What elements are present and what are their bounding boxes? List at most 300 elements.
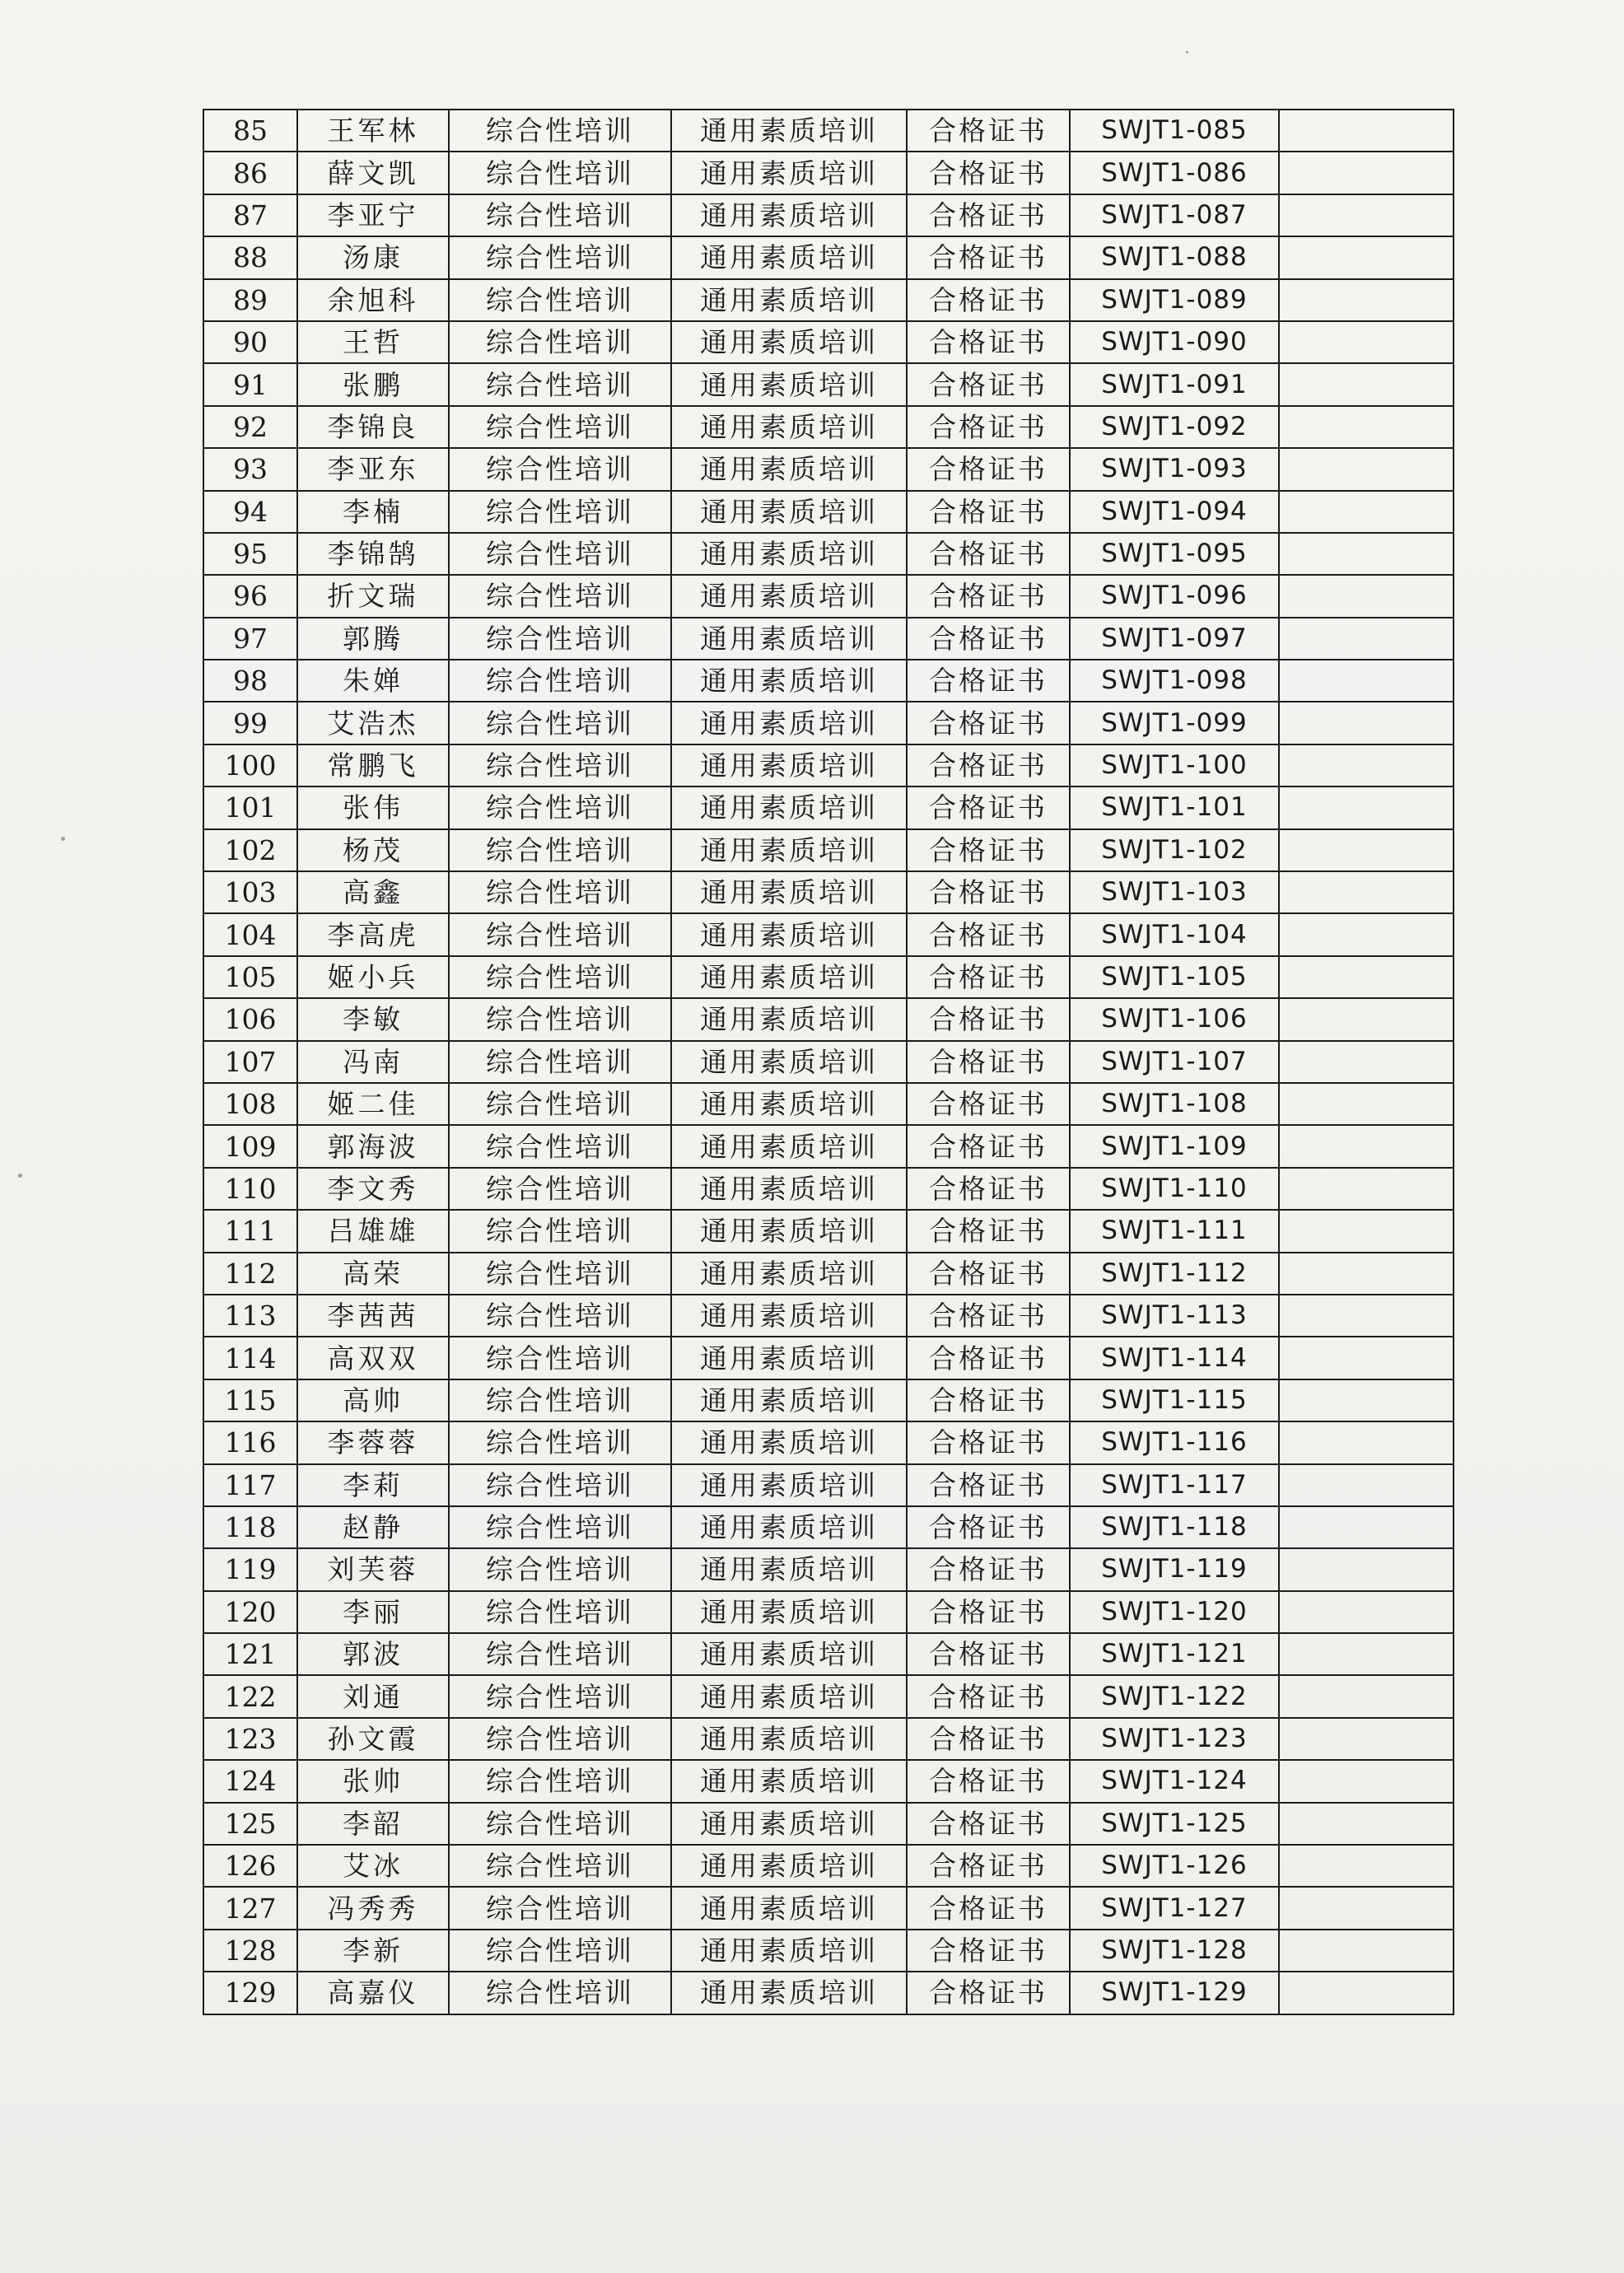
document-type: 合格证书 (907, 1506, 1070, 1548)
remark-cell (1279, 1591, 1454, 1633)
row-number: 128 (203, 1930, 297, 1972)
trainee-name: 汤康 (297, 236, 449, 278)
trainee-name: 余旭科 (297, 279, 449, 321)
training-category: 综合性培训 (449, 660, 671, 702)
certificate-number: SWJT1-124 (1070, 1760, 1279, 1802)
certificate-number: SWJT1-114 (1070, 1337, 1279, 1379)
table-row (203, 1210, 1454, 1252)
certificate-number: SWJT1-085 (1070, 110, 1279, 152)
row-number: 117 (203, 1464, 297, 1506)
training-type: 通用素质培训 (671, 363, 907, 405)
document-type: 合格证书 (907, 786, 1070, 828)
training-type: 通用素质培训 (671, 1887, 907, 1929)
certificate-number: SWJT1-126 (1070, 1845, 1279, 1887)
row-number: 85 (203, 110, 297, 152)
row-number: 109 (203, 1125, 297, 1167)
trainee-name: 李文秀 (297, 1168, 449, 1210)
row-number: 107 (203, 1041, 297, 1083)
document-type: 合格证书 (907, 1083, 1070, 1125)
training-type: 通用素质培训 (671, 1972, 907, 2014)
document-type: 合格证书 (907, 279, 1070, 321)
table-row (203, 786, 1454, 828)
training-category: 综合性培训 (449, 829, 671, 871)
table-row (203, 194, 1454, 236)
training-category: 综合性培训 (449, 236, 671, 278)
table-row (203, 1506, 1454, 1548)
training-type: 通用素质培训 (671, 279, 907, 321)
remark-cell (1279, 1803, 1454, 1845)
trainee-name: 李莉 (297, 1464, 449, 1506)
training-type: 通用素质培训 (671, 1506, 907, 1548)
training-category: 综合性培训 (449, 1718, 671, 1760)
trainee-name: 姬二佳 (297, 1083, 449, 1125)
training-category: 综合性培训 (449, 618, 671, 660)
training-category: 综合性培训 (449, 1591, 671, 1633)
remark-cell (1279, 321, 1454, 363)
remark-cell (1279, 1633, 1454, 1675)
trainee-name: 张鹏 (297, 363, 449, 405)
row-number: 104 (203, 913, 297, 955)
remark-cell (1279, 279, 1454, 321)
table-row (203, 1083, 1454, 1125)
training-type: 通用素质培训 (671, 1675, 907, 1717)
certificate-number: SWJT1-094 (1070, 491, 1279, 533)
trainee-name: 冯南 (297, 1041, 449, 1083)
trainee-name: 李新 (297, 1930, 449, 1972)
trainee-name: 艾浩杰 (297, 702, 449, 744)
trainee-name: 刘通 (297, 1675, 449, 1717)
remark-cell (1279, 1548, 1454, 1590)
training-category: 综合性培训 (449, 1548, 671, 1590)
certificate-number: SWJT1-120 (1070, 1591, 1279, 1633)
remark-cell (1279, 1760, 1454, 1802)
training-type: 通用素质培训 (671, 744, 907, 786)
row-number: 115 (203, 1379, 297, 1421)
training-category: 综合性培训 (449, 1887, 671, 1929)
trainee-name: 李茜茜 (297, 1295, 449, 1337)
trainee-name: 高鑫 (297, 871, 449, 913)
remark-cell (1279, 1295, 1454, 1337)
table-row (203, 1760, 1454, 1802)
training-type: 通用素质培训 (671, 1379, 907, 1421)
remark-cell (1279, 913, 1454, 955)
training-category: 综合性培训 (449, 575, 671, 617)
certificate-number: SWJT1-118 (1070, 1506, 1279, 1548)
training-category: 综合性培训 (449, 1506, 671, 1548)
table-row (203, 1548, 1454, 1590)
training-category: 综合性培训 (449, 279, 671, 321)
training-type: 通用素质培训 (671, 786, 907, 828)
document-type: 合格证书 (907, 1210, 1070, 1252)
row-number: 111 (203, 1210, 297, 1252)
table-row (203, 321, 1454, 363)
certificate-number: SWJT1-086 (1070, 152, 1279, 194)
table-row (203, 491, 1454, 533)
trainee-name: 艾冰 (297, 1845, 449, 1887)
trainee-name: 朱婵 (297, 660, 449, 702)
table-row (203, 744, 1454, 786)
training-type: 通用素质培训 (671, 1210, 907, 1252)
row-number: 95 (203, 533, 297, 575)
certificate-number: SWJT1-107 (1070, 1041, 1279, 1083)
row-number: 90 (203, 321, 297, 363)
document-type: 合格证书 (907, 1421, 1070, 1463)
training-type: 通用素质培训 (671, 1633, 907, 1675)
trainee-name: 吕雄雄 (297, 1210, 449, 1252)
remark-cell (1279, 1421, 1454, 1463)
table-row (203, 871, 1454, 913)
certificate-number: SWJT1-109 (1070, 1125, 1279, 1167)
training-type: 通用素质培训 (671, 1421, 907, 1463)
certificate-number: SWJT1-092 (1070, 406, 1279, 448)
training-category: 综合性培训 (449, 110, 671, 152)
row-number: 119 (203, 1548, 297, 1590)
document-type: 合格证书 (907, 998, 1070, 1040)
training-type: 通用素质培训 (671, 1930, 907, 1972)
certificate-number: SWJT1-127 (1070, 1887, 1279, 1929)
trainee-name: 李锦良 (297, 406, 449, 448)
trainee-name: 郭腾 (297, 618, 449, 660)
remark-cell (1279, 1718, 1454, 1760)
remark-cell (1279, 1675, 1454, 1717)
row-number: 93 (203, 448, 297, 490)
training-type: 通用素质培训 (671, 575, 907, 617)
row-number: 86 (203, 152, 297, 194)
trainee-name: 李锦鹄 (297, 533, 449, 575)
row-number: 96 (203, 575, 297, 617)
training-type: 通用素质培训 (671, 1718, 907, 1760)
training-type: 通用素质培训 (671, 829, 907, 871)
remark-cell (1279, 1464, 1454, 1506)
training-type: 通用素质培训 (671, 236, 907, 278)
document-type: 合格证书 (907, 448, 1070, 490)
row-number: 100 (203, 744, 297, 786)
trainee-name: 郭波 (297, 1633, 449, 1675)
table-row (203, 1253, 1454, 1295)
certificate-number: SWJT1-121 (1070, 1633, 1279, 1675)
row-number: 92 (203, 406, 297, 448)
table-row (203, 1845, 1454, 1887)
document-type: 合格证书 (907, 1125, 1070, 1167)
row-number: 126 (203, 1845, 297, 1887)
trainee-name: 孙文霞 (297, 1718, 449, 1760)
remark-cell (1279, 1210, 1454, 1252)
remark-cell (1279, 363, 1454, 405)
certificate-number: SWJT1-112 (1070, 1253, 1279, 1295)
certificate-number: SWJT1-103 (1070, 871, 1279, 913)
row-number: 122 (203, 1675, 297, 1717)
row-number: 112 (203, 1253, 297, 1295)
trainee-name: 李蓉蓉 (297, 1421, 449, 1463)
remark-cell (1279, 829, 1454, 871)
document-type: 合格证书 (907, 1845, 1070, 1887)
training-category: 综合性培训 (449, 1675, 671, 1717)
table-row (203, 363, 1454, 405)
table-row (203, 1337, 1454, 1379)
remark-cell (1279, 1083, 1454, 1125)
remark-cell (1279, 1337, 1454, 1379)
certificate-number: SWJT1-091 (1070, 363, 1279, 405)
document-type: 合格证书 (907, 363, 1070, 405)
training-type: 通用素质培训 (671, 152, 907, 194)
document-type: 合格证书 (907, 1760, 1070, 1802)
document-type: 合格证书 (907, 1591, 1070, 1633)
remark-cell (1279, 448, 1454, 490)
document-type: 合格证书 (907, 1675, 1070, 1717)
document-type: 合格证书 (907, 406, 1070, 448)
document-type: 合格证书 (907, 1633, 1070, 1675)
table-row (203, 1379, 1454, 1421)
remark-cell (1279, 575, 1454, 617)
table-row (203, 618, 1454, 660)
row-number: 120 (203, 1591, 297, 1633)
table-row (203, 152, 1454, 194)
trainee-name: 李高虎 (297, 913, 449, 955)
document-type: 合格证书 (907, 1803, 1070, 1845)
row-number: 106 (203, 998, 297, 1040)
table-row (203, 575, 1454, 617)
training-type: 通用素质培训 (671, 618, 907, 660)
training-type: 通用素质培训 (671, 998, 907, 1040)
certificate-number: SWJT1-105 (1070, 956, 1279, 998)
row-number: 99 (203, 702, 297, 744)
training-category: 综合性培训 (449, 1972, 671, 2014)
row-number: 89 (203, 279, 297, 321)
training-type: 通用素质培训 (671, 660, 907, 702)
remark-cell (1279, 702, 1454, 744)
document-type: 合格证书 (907, 1337, 1070, 1379)
certificate-number: SWJT1-104 (1070, 913, 1279, 955)
trainee-name: 折文瑞 (297, 575, 449, 617)
training-type: 通用素质培训 (671, 913, 907, 955)
document-type: 合格证书 (907, 871, 1070, 913)
training-category: 综合性培训 (449, 1253, 671, 1295)
table-row (203, 533, 1454, 575)
trainee-name: 郭海波 (297, 1125, 449, 1167)
trainee-name: 王哲 (297, 321, 449, 363)
remark-cell (1279, 998, 1454, 1040)
certificate-number: SWJT1-101 (1070, 786, 1279, 828)
table-row (203, 702, 1454, 744)
document-type: 合格证书 (907, 1295, 1070, 1337)
table-row (203, 1887, 1454, 1929)
trainee-name: 杨茂 (297, 829, 449, 871)
training-category: 综合性培训 (449, 1337, 671, 1379)
certificate-number: SWJT1-117 (1070, 1464, 1279, 1506)
training-type: 通用素质培训 (671, 194, 907, 236)
table-row (203, 998, 1454, 1040)
training-category: 综合性培训 (449, 1041, 671, 1083)
trainee-name: 李丽 (297, 1591, 449, 1633)
training-category: 综合性培训 (449, 956, 671, 998)
table-row (203, 279, 1454, 321)
remark-cell (1279, 871, 1454, 913)
training-certificate-table (203, 109, 1454, 2015)
row-number: 110 (203, 1168, 297, 1210)
row-number: 94 (203, 491, 297, 533)
training-category: 综合性培训 (449, 152, 671, 194)
training-category: 综合性培训 (449, 913, 671, 955)
remark-cell (1279, 152, 1454, 194)
table-row (203, 1930, 1454, 1972)
trainee-name: 高荣 (297, 1253, 449, 1295)
training-type: 通用素质培训 (671, 1253, 907, 1295)
row-number: 116 (203, 1421, 297, 1463)
training-category: 综合性培训 (449, 1803, 671, 1845)
training-category: 综合性培训 (449, 406, 671, 448)
remark-cell (1279, 1253, 1454, 1295)
table-row (203, 1972, 1454, 2014)
row-number: 101 (203, 786, 297, 828)
trainee-name: 姬小兵 (297, 956, 449, 998)
trainee-name: 李敏 (297, 998, 449, 1040)
table-row (203, 406, 1454, 448)
certificate-number: SWJT1-098 (1070, 660, 1279, 702)
row-number: 124 (203, 1760, 297, 1802)
trainee-name: 李亚东 (297, 448, 449, 490)
trainee-name: 常鹏飞 (297, 744, 449, 786)
table-row (203, 236, 1454, 278)
row-number: 127 (203, 1887, 297, 1929)
training-category: 综合性培训 (449, 1168, 671, 1210)
document-type: 合格证书 (907, 702, 1070, 744)
training-category: 综合性培训 (449, 363, 671, 405)
row-number: 102 (203, 829, 297, 871)
training-type: 通用素质培训 (671, 1548, 907, 1590)
training-category: 综合性培训 (449, 1295, 671, 1337)
certificate-number: SWJT1-106 (1070, 998, 1279, 1040)
table-row (203, 448, 1454, 490)
certificate-number: SWJT1-090 (1070, 321, 1279, 363)
training-category: 综合性培训 (449, 194, 671, 236)
remark-cell (1279, 1845, 1454, 1887)
document-type: 合格证书 (907, 744, 1070, 786)
document-type: 合格证书 (907, 1548, 1070, 1590)
training-category: 综合性培训 (449, 533, 671, 575)
training-category: 综合性培训 (449, 1845, 671, 1887)
document-type: 合格证书 (907, 110, 1070, 152)
table-row (203, 1125, 1454, 1167)
row-number: 97 (203, 618, 297, 660)
row-number: 121 (203, 1633, 297, 1675)
document-type: 合格证书 (907, 1379, 1070, 1421)
training-category: 综合性培训 (449, 1210, 671, 1252)
training-type: 通用素质培训 (671, 533, 907, 575)
training-type: 通用素质培训 (671, 406, 907, 448)
row-number: 118 (203, 1506, 297, 1548)
training-category: 综合性培训 (449, 1464, 671, 1506)
certificate-number: SWJT1-122 (1070, 1675, 1279, 1717)
document-type: 合格证书 (907, 913, 1070, 955)
certificate-number: SWJT1-110 (1070, 1168, 1279, 1210)
document-type: 合格证书 (907, 194, 1070, 236)
row-number: 105 (203, 956, 297, 998)
training-type: 通用素质培训 (671, 321, 907, 363)
document-type: 合格证书 (907, 1887, 1070, 1929)
training-type: 通用素质培训 (671, 1337, 907, 1379)
trainee-name: 李韶 (297, 1803, 449, 1845)
row-number: 87 (203, 194, 297, 236)
document-type: 合格证书 (907, 236, 1070, 278)
training-category: 综合性培训 (449, 871, 671, 913)
row-number: 129 (203, 1972, 297, 2014)
certificate-number: SWJT1-096 (1070, 575, 1279, 617)
training-type: 通用素质培训 (671, 871, 907, 913)
training-category: 综合性培训 (449, 702, 671, 744)
document-type: 合格证书 (907, 1041, 1070, 1083)
trainee-name: 薛文凯 (297, 152, 449, 194)
row-number: 103 (203, 871, 297, 913)
remark-cell (1279, 1379, 1454, 1421)
trainee-name: 冯秀秀 (297, 1887, 449, 1929)
certificate-number: SWJT1-093 (1070, 448, 1279, 490)
certificate-number: SWJT1-108 (1070, 1083, 1279, 1125)
trainee-name: 王军林 (297, 110, 449, 152)
scan-speck (18, 1174, 22, 1178)
training-category: 综合性培训 (449, 321, 671, 363)
table-row (203, 110, 1454, 152)
document-type: 合格证书 (907, 1718, 1070, 1760)
document-type: 合格证书 (907, 660, 1070, 702)
remark-cell (1279, 1506, 1454, 1548)
certificate-number: SWJT1-123 (1070, 1718, 1279, 1760)
training-category: 综合性培训 (449, 1633, 671, 1675)
table-row (203, 1803, 1454, 1845)
table-row (203, 1168, 1454, 1210)
document-type: 合格证书 (907, 829, 1070, 871)
table-row (203, 829, 1454, 871)
remark-cell (1279, 1041, 1454, 1083)
table-row (203, 1421, 1454, 1463)
certificate-number: SWJT1-089 (1070, 279, 1279, 321)
certificate-number: SWJT1-087 (1070, 194, 1279, 236)
training-type: 通用素质培训 (671, 110, 907, 152)
row-number: 113 (203, 1295, 297, 1337)
trainee-name: 张伟 (297, 786, 449, 828)
remark-cell (1279, 1972, 1454, 2014)
document-type: 合格证书 (907, 1930, 1070, 1972)
remark-cell (1279, 533, 1454, 575)
trainee-name: 高帅 (297, 1379, 449, 1421)
document-type: 合格证书 (907, 1972, 1070, 2014)
table-row (203, 1718, 1454, 1760)
training-type: 通用素质培训 (671, 1845, 907, 1887)
remark-cell (1279, 406, 1454, 448)
training-type: 通用素质培训 (671, 1591, 907, 1633)
remark-cell (1279, 660, 1454, 702)
document-type: 合格证书 (907, 533, 1070, 575)
document-type: 合格证书 (907, 491, 1070, 533)
certificate-number: SWJT1-111 (1070, 1210, 1279, 1252)
table-row (203, 913, 1454, 955)
remark-cell (1279, 194, 1454, 236)
remark-cell (1279, 786, 1454, 828)
document-type: 合格证书 (907, 1253, 1070, 1295)
training-category: 综合性培训 (449, 1125, 671, 1167)
training-type: 通用素质培训 (671, 1464, 907, 1506)
trainee-name: 高嘉仪 (297, 1972, 449, 2014)
certificate-number: SWJT1-115 (1070, 1379, 1279, 1421)
certificate-number: SWJT1-129 (1070, 1972, 1279, 2014)
certificate-number: SWJT1-102 (1070, 829, 1279, 871)
row-number: 114 (203, 1337, 297, 1379)
training-category: 综合性培训 (449, 1930, 671, 1972)
table-row (203, 1041, 1454, 1083)
training-type: 通用素质培训 (671, 1125, 907, 1167)
training-category: 综合性培训 (449, 744, 671, 786)
row-number: 123 (203, 1718, 297, 1760)
training-type: 通用素质培训 (671, 1083, 907, 1125)
